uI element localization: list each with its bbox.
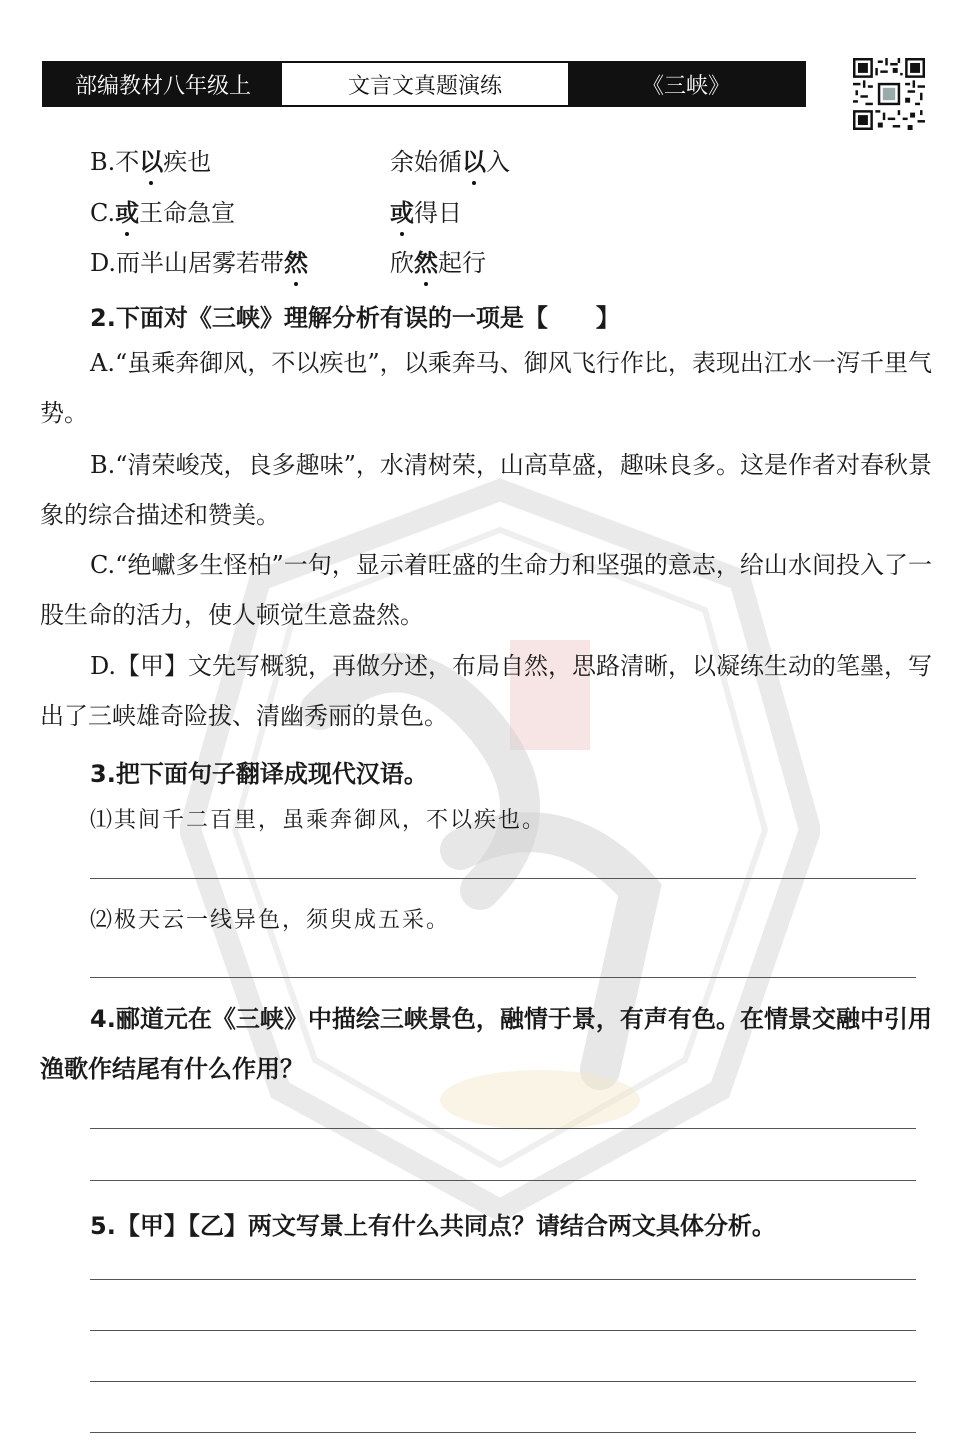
answer-line: [90, 977, 916, 978]
qr-code-icon: [852, 58, 926, 130]
emphasis-char: 然: [414, 248, 438, 277]
emphasis-char: 然: [284, 248, 309, 277]
answer-line: [90, 1381, 916, 1382]
header-grade: 部编教材八年级上: [44, 63, 282, 105]
answer-line: [90, 1180, 916, 1181]
emphasis-char: 以: [139, 147, 164, 176]
q2-option-b: B.“清荣峻茂，良多趣味”，水清树荣，山高草盛，趣味良多。这是作者对春秋景象的综合描述和赞美。: [40, 451, 932, 529]
q5-stem: 5.【甲】【乙】两文写景上有什么共同点？请结合两文具体分析。: [90, 1212, 776, 1240]
answer-line: [90, 1432, 916, 1433]
answer-line: [90, 1330, 916, 1331]
answer-line: [90, 1279, 916, 1280]
answer-line: [90, 1128, 916, 1129]
q3-sentence-2: ⑵极天云一线异色，须臾成五采。: [90, 908, 451, 933]
q3-stem: 3.把下面句子翻译成现代汉语。: [90, 760, 428, 788]
q2-stem: 2.下面对《三峡》理解分析有误的一项是【 】: [90, 304, 620, 332]
q2-option-d: D.【甲】文先写概貌，再做分述，布局自然，思路清晰，以凝练生动的笔墨，写出了三峡雄奇险拔、清幽秀丽的景色。: [40, 652, 933, 730]
q4-stem: 4.郦道元在《三峡》中描绘三峡景色，融情于景，有声有色。在情景交融中引用渔歌作结尾有什么作用？: [40, 1005, 932, 1083]
header-section: 文言文真题演练: [282, 63, 568, 105]
emphasis-char: 以: [462, 147, 486, 176]
header-title: 《三峡》: [568, 63, 804, 105]
answer-line: [90, 878, 916, 879]
q1-option-d: D.而半山居雾若带然 欣然起行: [90, 248, 486, 277]
emphasis-char: 或: [115, 198, 140, 227]
q1-option-b: B.不以疾也 余始循以入: [90, 147, 510, 176]
q1-option-c: C.或王命急宣 或得日: [90, 198, 462, 227]
q3-sentence-1: ⑴其间千二百里，虽乘奔御风，不以疾也。: [90, 808, 547, 833]
q2-option-c: C.“绝巘多生怪柏”一句，显示着旺盛的生命力和坚强的意志，给山水间投入了一股生命的活力，使人顿觉生意盎然。: [40, 551, 932, 629]
emphasis-char: 或: [390, 198, 414, 227]
header-bar: [42, 61, 806, 107]
q2-option-a: A.“虽乘奔御风，不以疾也”，以乘奔马、御风飞行作比，表现出江水一泻千里气势。: [40, 349, 932, 427]
